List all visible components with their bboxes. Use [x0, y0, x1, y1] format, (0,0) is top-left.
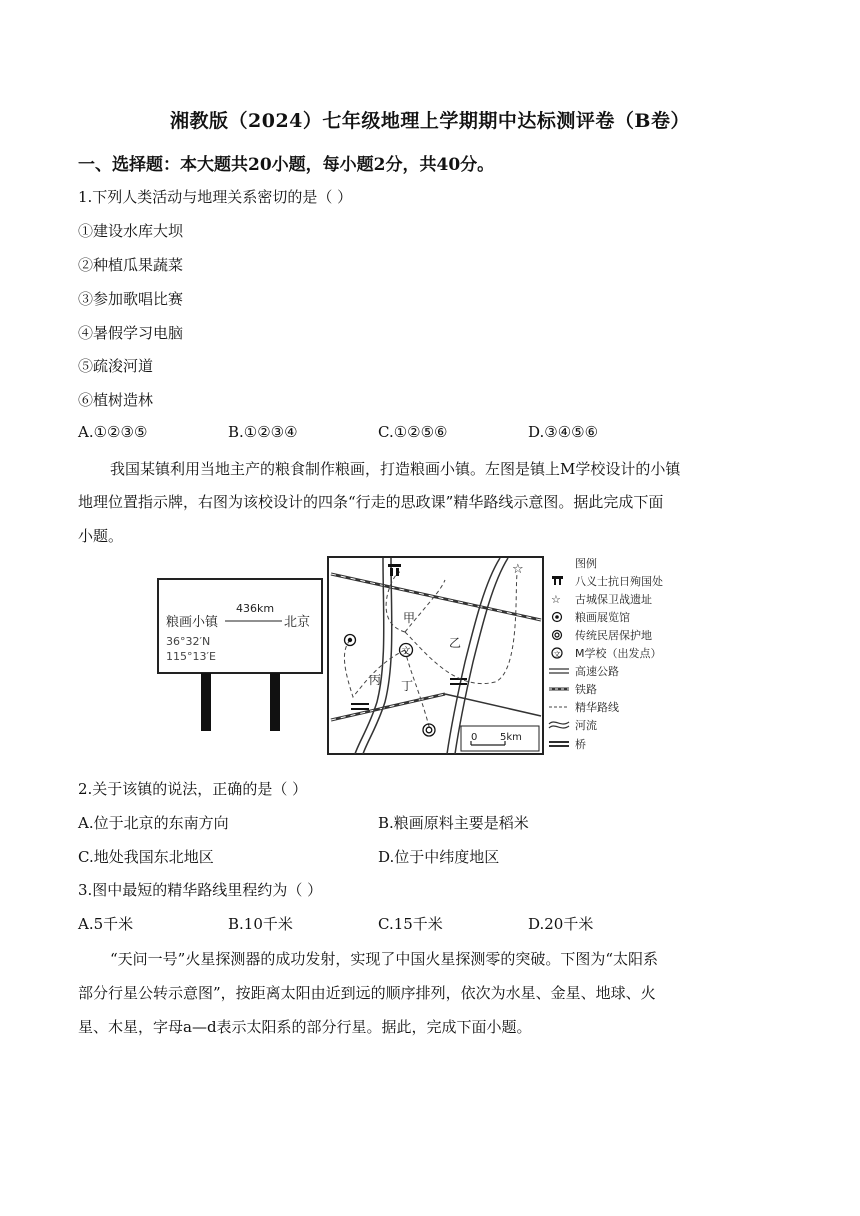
q2-option-b[interactable]: B.粮画原料主要是稻米 [378, 814, 529, 832]
q3-option-b[interactable]: B.10千米 [228, 915, 293, 933]
route-label-yi: 乙 [449, 636, 462, 650]
section-heading: 一、选择题：本大题共20小题，每小题2分，共40分。 [78, 155, 495, 175]
legend-highway: 高速公路 [575, 665, 619, 678]
sign-town: 粮画小镇 [166, 615, 219, 630]
q2-option-a[interactable]: A.位于北京的东南方向 [78, 814, 229, 832]
q1-item: ③参加歌唱比赛 [78, 290, 184, 308]
q1-item: ①建设水库大坝 [78, 222, 184, 240]
legend-exhibition: 粮画展览馆 [575, 611, 630, 624]
q1-option-b[interactable]: B.①②③④ [228, 423, 298, 441]
passage2-line: 星、木星，字母a—d表示太阳系的部分行星。据此，完成下面小题。 [78, 1018, 532, 1036]
q1-option-c[interactable]: C.①②⑤⑥ [378, 423, 448, 441]
map-legend [549, 556, 663, 751]
q1-item: ⑥植树造林 [78, 391, 154, 409]
signboard [158, 579, 322, 731]
page-title: 湘教版（2024）七年级地理上学期期中达标测评卷（B卷） [170, 110, 690, 132]
legend-school: M学校（出发点） [575, 647, 662, 660]
route-label-jia: 甲 [403, 611, 416, 625]
ruins-star-icon: ☆ [512, 562, 524, 577]
scale-length: 5km [500, 732, 522, 743]
q1-option-a[interactable]: A.①②③⑤ [78, 423, 148, 441]
legend-bridge: 桥 [575, 738, 586, 751]
svg-text:文: 文 [401, 647, 411, 657]
route-map [328, 557, 543, 754]
legend-railway: 铁路 [575, 683, 597, 696]
legend-route: 精华路线 [575, 701, 619, 714]
q3-option-d[interactable]: D.20千米 [528, 915, 594, 933]
q1-item: ④暑假学习电脑 [78, 324, 184, 342]
q1-item: ②种植瓜果蔬菜 [78, 256, 184, 274]
scale-zero: 0 [471, 732, 478, 743]
q1-option-d[interactable]: D.③④⑤⑥ [528, 423, 599, 441]
route-label-bing: 丙 [369, 673, 382, 687]
legend-memorial: 八义士抗日殉国处 [575, 575, 663, 588]
q2-option-d[interactable]: D.位于中纬度地区 [378, 848, 500, 866]
q2-option-c[interactable]: C.地处我国东北地区 [78, 848, 214, 866]
legend-title: 图例 [575, 557, 597, 570]
route-label-ding: 丁 [401, 679, 414, 693]
q1-item: ⑤疏浚河道 [78, 357, 154, 375]
sign-latitude: 36°32′N [166, 635, 211, 648]
sign-longitude: 115°13′E [166, 650, 216, 663]
passage1-line: 我国某镇利用当地主产的粮食制作粮画，打造粮画小镇。左图是镇上M学校设计的小镇 [110, 460, 681, 478]
passage1-line: 小题。 [78, 527, 124, 545]
passage1-line: 地理位置指示牌，右图为该校设计的四条“行走的思政课”精华路线示意图。据此完成下面 [78, 493, 664, 511]
q3-option-c[interactable]: C.15千米 [378, 915, 443, 933]
svg-text:文: 文 [553, 650, 561, 659]
passage2-line: 部分行星公转示意图”，按距离太阳由近到远的顺序排列，依次为水星、金星、地球、火 [78, 984, 656, 1002]
q1-stem: 1.下列人类活动与地理关系密切的是（ ） [78, 188, 353, 206]
q3-option-a[interactable]: A.5千米 [78, 915, 134, 933]
sign-distance: 436km [236, 602, 275, 615]
legend-river: 河流 [575, 719, 597, 732]
svg-text:☆: ☆ [551, 593, 561, 606]
q3-stem: 3.图中最短的精华路线里程约为（ ） [78, 881, 323, 899]
legend-residence: 传统民居保护地 [575, 629, 652, 642]
q2-stem: 2.关于该镇的说法，正确的是（ ） [78, 780, 308, 798]
location-and-route-figure [155, 552, 715, 758]
legend-ruins: 古城保卫战遗址 [575, 593, 652, 606]
passage2-line: “天问一号”火星探测器的成功发射，实现了中国火星探测零的突破。下图为“太阳系 [110, 950, 659, 968]
sign-city: 北京 [284, 615, 311, 630]
